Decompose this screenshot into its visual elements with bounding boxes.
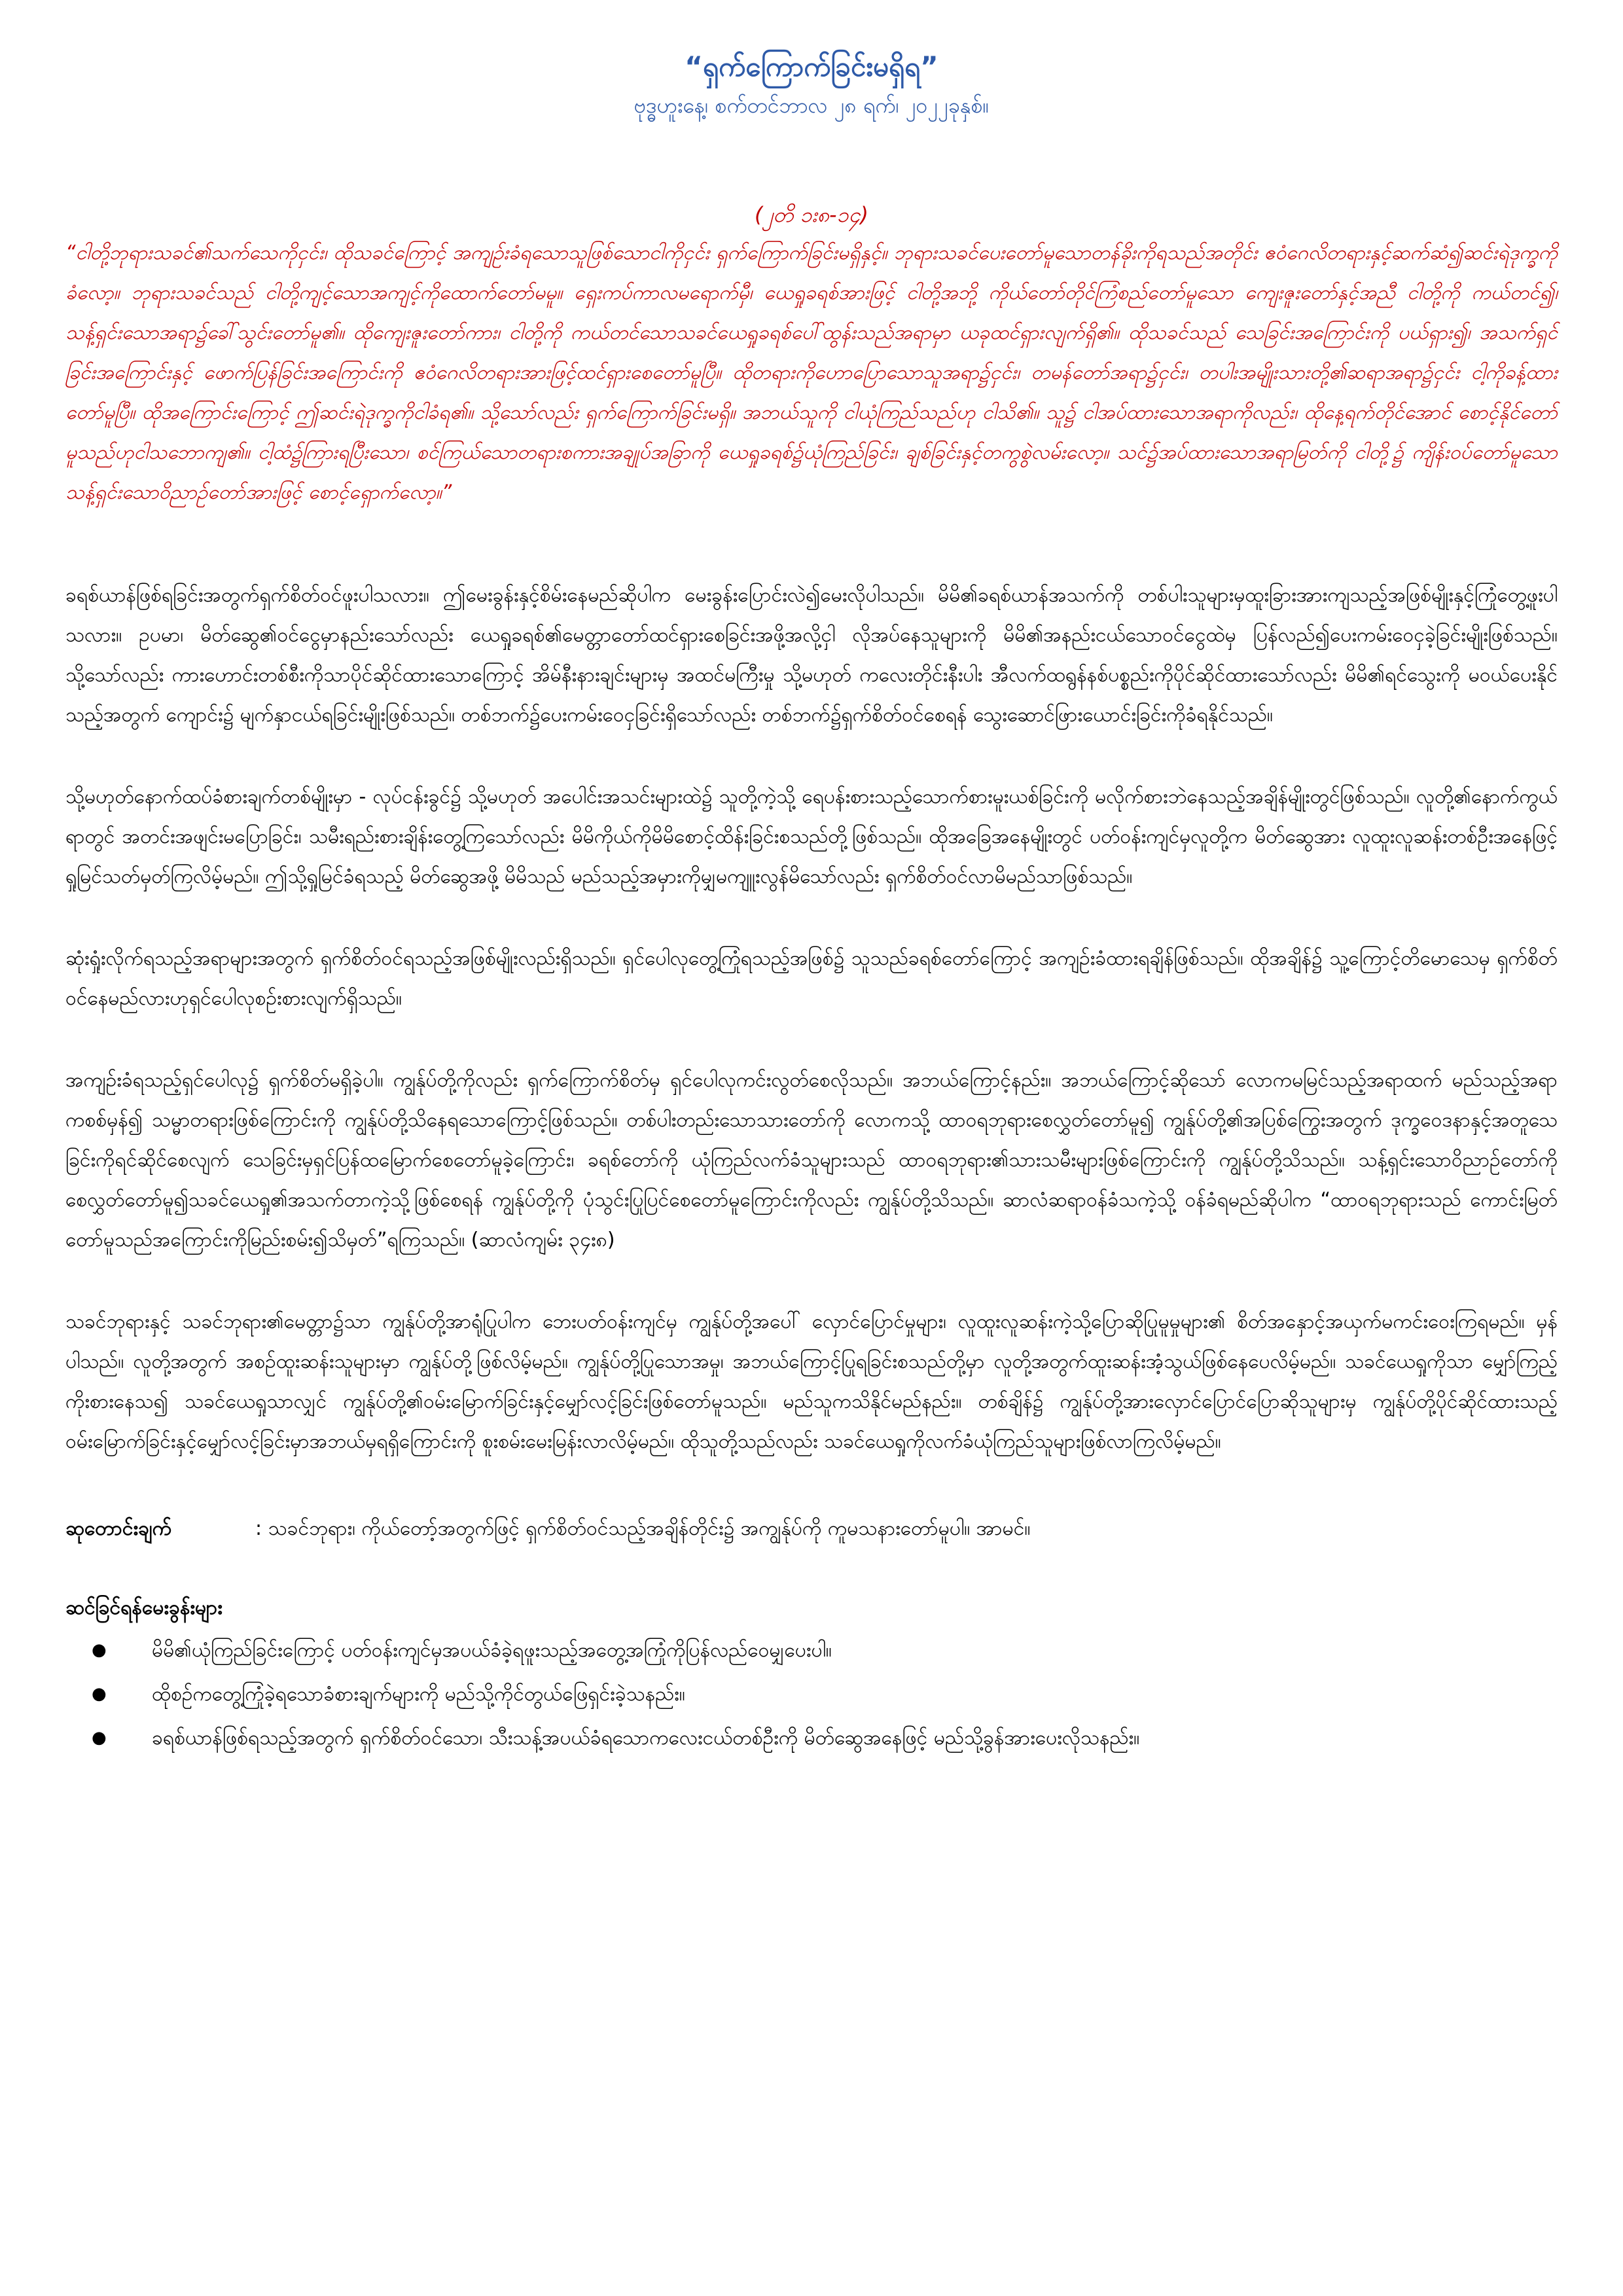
scripture-quote: “ငါတို့ဘုရားသခင်၏သက်သေကိုငှင်း၊ ထိုသခင်ကြောင့် အကျဉ်းခံရသောသူဖြစ်သောငါကိုငှင်း ရှက်ကြောက်ခြင်းမရှိနှင့်။ ဘုရားသခင်ပေးတော်မူသောတန်ခိုးကိုရသည်အတိုင်း ဧဝံဂေလိတရားနှင့်ဆက်ဆံ၍ဆင်းရဲဒုက္ခကိုခံလော့။ ဘုရားသခင်သည် ငါတို့ကျင့်သောအကျင့်ကိုထောက်တော်မမူ။ ရှေးကပ်ကာလမရောက်မှီ၊ ယေရှုခရစ်အားဖြင့် ငါတို့အဘို့ ကိုယ်တော်တိုင်ကြံစည်တော်မူသော ကျေးဇူးတော်နှင့်အညီ ငါတို့ကို ကယ်တင်၍၊ သန့်ရှင်းသောအရာ၌ခေါ်သွင်းတော်မူ၏။ ထိုကျေးဇူးတော်ကား၊ ငါတို့ကို ကယ်တင်သောသခင်ယေရှုခရစ်ပေါ်ထွန်းသည်အရာမှာ ယခုထင်ရှားလျက်ရှိ၏။ ထိုသခင်သည် သေခြင်းအကြောင်းကို ပယ်ရှား၍၊ အသက်ရှင်ခြင်းအကြောင်းနှင့် ဖောက်ပြန်ခြင်းအကြောင်းကို ဧဝံဂေလိတရားအားဖြင့်ထင်ရှားစေတော်မူပြီ။ ထိုတရားကိုဟောပြောသောသူအရာ၌ငှင်း၊ တမန်တော်အရာ၌ငှင်း၊ တပါးအမျိုးသားတို့၏ဆရာအရာ၌ငှင်း ငါ့ကိုခန့်ထားတော်မူပြီ။ ထိုအကြောင်းကြောင့် ဤဆင်းရဲဒုက္ခကိုငါခံရ၏။ သို့သော်လည်း ရှက်ကြောက်ခြင်းမရှိ။ အဘယ်သူကို ငါယုံကြည်သည်ဟု ငါသိ၏။ သူ၌ ငါအပ်ထားသောအရာကိုလည်း၊ ထိုနေ့ရက်တိုင်အောင် စောင့်နိုင်တော်မူသည်ဟုငါသဘောကျ၏။ ငါ့ထံ၌ကြားရပြီးသော၊ စင်ကြယ်သောတရားစကားအချုပ်အခြာကို ယေရှုခရစ်၌ယုံကြည်ခြင်း၊ ချစ်ခြင်းနှင့်တကွစွဲလမ်းလော့။ သင်၌အပ်ထားသောအရာမြတ်ကို ငါတို့၌ ကျိန်းဝပ်တော်မူသော သန့်ရှင်းသောဝိညာဉ်တော်အားဖြင့် စောင့်ရှောက်လော့။” — [65, 242, 1558, 504]
bullet-icon: ● — [92, 1684, 107, 1704]
question-text: ထိုစဉ်ကတွေ့ကြုံခဲ့ရသောခံစားချက်များကို မည်သို့ကိုင်တွယ်ဖြေရှင်းခဲ့သနည်း။ — [152, 1683, 685, 1706]
body-paragraph-2: သို့မဟုတ်နောက်ထပ်ခံစားချက်တစ်မျိုးမှာ - လုပ်ငန်းခွင်၌ သို့မဟုတ် အပေါင်းအသင်းများထဲ၌ သူတို့ကဲ့သို့ ရေပန်းစားသည့်သောက်စားမူးယစ်ခြင်းကို မလိုက်စားဘဲနေသည့်အချိန်မျိုးတွင်ဖြစ်သည်။ လူတို့၏နောက်ကွယ်ရာတွင် အတင်းအဖျင်းမပြောခြင်း၊ သမီးရည်းစားချိန်းတွေ့ကြသော်လည်း မိမိကိုယ်ကိုမိမိစောင့်ထိန်းခြင်းစသည်တို့ဖြစ်သည်။ ထိုအခြေအနေမျိုးတွင် ပတ်ဝန်းကျင်မှလူတို့က မိတ်ဆွေအား လူထူးလူဆန်းတစ်ဦးအနေဖြင့် ရှုမြင်သတ်မှတ်ကြလိမ့်မည်။ ဤသို့ရှုမြင်ခံရသည့် မိတ်ဆွေအဖို့ မိမိသည် မည်သည့်အမှားကိုမျှမကျူးလွန်မိသော်လည်း ရှက်စိတ်ဝင်လာမိမည်သာဖြစ်သည်။ — [65, 785, 1558, 888]
questions-heading: ဆင်ခြင်ရန်မေးခွန်းများ — [65, 1596, 223, 1619]
prayer-label: ဆုတောင်းချက် — [65, 1517, 172, 1540]
body-paragraph-3: ဆုံးရှုံးလိုက်ရသည့်အရာများအတွက် ရှက်စိတ်ဝင်ရသည့်အဖြစ်မျိုးလည်းရှိသည်။ ရှင်ပေါလုတွေ့ကြုံရသည့်အဖြစ်၌ သူသည်ခရစ်တော်ကြောင့် အကျဉ်းခံထားရချိန်ဖြစ်သည်။ ထိုအချိန်၌ သူ့ကြောင့်တိမောသေမှ ရှက်စိတ်ဝင်နေမည်လားဟုရှင်ပေါလုစဉ်းစားလျက်ရှိသည်။ — [65, 947, 1558, 1010]
bullet-icon: ● — [92, 1728, 107, 1748]
question-text: ခရစ်ယာန်ဖြစ်ရသည့်အတွက် ရှက်စိတ်ဝင်သော၊ သီးသန့်အပယ်ခံရသောကလေးငယ်တစ်ဦးကို မိတ်ဆွေအနေဖြင့် မည်သို့ခွန်အားပေးလိုသနည်း။ — [152, 1727, 1140, 1749]
prayer-section — [65, 1509, 1558, 1549]
body-paragraph-5: သခင်ဘုရားနှင့် သခင်ဘုရား၏မေတ္တာ၌သာ ကျွန်ုပ်တို့အာရုံပြုပါက ဘေးပတ်ဝန်းကျင်မှ ကျွန်ုပ်တို့အပေါ် လှောင်ပြောင်မှုများ၊ လူထူးလူဆန်းကဲ့သို့ပြောဆိုပြုမူမှုများ၏ စိတ်အနှောင့်အယှက်မကင်းဝေးကြရမည်။ မှန်ပါသည်။ လူတို့အတွက် အစဉ်ထူးဆန်းသူများမှာ ကျွန်ုပ်တို့ဖြစ်လိမ့်မည်။ ကျွန်ုပ်တို့ပြုသောအမှု၊ အဘယ်ကြောင့်ပြုရခြင်းစသည်တို့မှာ လူတို့အတွက်ထူးဆန်းအံ့သွယ်ဖြစ်နေပေလိမ့်မည်။ သခင်ယေရှုကိုသာ မျှော်ကြည့်ကိုးစားနေသ၍ သခင်ယေရှုသာလျှင် ကျွန်ုပ်တို့၏ဝမ်းမြောက်ခြင်းနှင့်မျှော်လင့်ခြင်းဖြစ်တော်မူသည်။ မည်သူကသိနိုင်မည်နည်း။ တစ်ချိန်၌ ကျွန်ုပ်တို့အားလှောင်ပြောင်ပြောဆိုသူများမှ ကျွန်ုပ်တို့ပိုင်ဆိုင်ထားသည့် ဝမ်းမြောက်ခြင်းနှင့်မျှော်လင့်ခြင်းမှာအဘယ်မှရရှိကြောင်းကို စူးစမ်းမေးမြန်းလာလိမ့်မည်။ ထိုသူတို့သည်လည်း သခင်ယေရှုကိုလက်ခံယုံကြည်သူများဖြစ်လာကြလိမ့်မည်။ — [65, 1310, 1558, 1453]
list-item — [92, 1718, 1558, 1758]
body-paragraph-1: ခရစ်ယာန်ဖြစ်ရခြင်းအတွက်ရှက်စိတ်ဝင်ဖူးပါသလား။ ဤမေးခွန်းနှင့်စိမ်းနေမည်ဆိုပါက မေးခွန်းပြောင်းလဲ၍မေးလိုပါသည်။ မိမိ၏ခရစ်ယာန်အသက်ကို တစ်ပါးသူများမှထူးခြားအားကျသည့်အဖြစ်မျိုးနှင့်ကြုံတွေ့ဖူးပါသလား။ ဥပမာ၊ မိတ်ဆွေ၏ဝင်ငွေမှာနည်းသော်လည်း ယေရှုခရစ်၏မေတ္တာတော်ထင်ရှားစေခြင်းအဖို့အလို့ငှါ လိုအပ်နေသူများကို မိမိ၏အနည်းငယ်သောဝင်ငွေထဲမှ ပြန်လည်၍ပေးကမ်းဝေငှခဲ့ခြင်းမျိုးဖြစ်သည်။ သို့သော်လည်း ကားဟောင်းတစ်စီးကိုသာပိုင်ဆိုင်ထားသောကြောင့် အိမ်နီးနားချင်းများမှ အထင်မကြီးမှု သို့မဟုတ် ကလေးတိုင်းနီးပါး အီလက်ထရွန်နစ်ပစ္စည်းကိုပိုင်ဆိုင်ထားသော်လည်း မိမိ၏ရင်သွေးကို မဝယ်ပေးနိုင်သည့်အတွက် ကျောင်း၌ မျက်နှာငယ်ရခြင်းမျိုးဖြစ်သည်။ တစ်ဘက်၌ပေးကမ်းဝေငှခြင်းရှိသော်လည်း တစ်ဘက်၌ရှက်စိတ်ဝင်စေရန် သွေးဆောင်ဖြားယောင်းခြင်းကိုခံရနိုင်သည်။ — [65, 584, 1558, 726]
list-item — [92, 1630, 1558, 1670]
prayer-text: : သခင်ဘုရား၊ ကိုယ်တော့်အတွက်ဖြင့် ရှက်စိတ်ဝင်သည့်အချိန်တိုင်း၌ အကျွန်ုပ်ကို ကူမသနားတော်မူပါ။ အာမင်။ — [255, 1517, 1031, 1540]
bullet-icon: ● — [92, 1640, 107, 1660]
questions-list — [65, 1630, 1558, 1758]
header — [65, 46, 1558, 123]
page-title: “ရှက်ကြောက်ခြင်းမရှိရ” — [685, 50, 938, 82]
list-item — [92, 1674, 1558, 1714]
scripture-reference: (၂တိ ၁း၈-၁၄) — [755, 202, 868, 227]
question-text: မိမိ၏ယုံကြည်ခြင်းကြောင့် ပတ်ဝန်းကျင်မှအပယ်ခံခဲ့ရဖူးသည့်အတွေ့အကြုံကိုပြန်လည်ဝေမျှပေးပါ။ — [152, 1639, 832, 1662]
body-paragraph-4: အကျဉ်းခံရသည့်ရှင်ပေါလု၌ ရှက်စိတ်မရှိခဲ့ပါ။ ကျွန်ုပ်တို့ကိုလည်း ရှက်ကြောက်စိတ်မှ ရှင်ပေါလုကင်းလွတ်စေလိုသည်။ အဘယ်ကြောင့်နည်း။ အဘယ်ကြောင့်ဆိုသော် လောကမမြင်သည့်အရာထက် မည်သည့်အရာကစစ်မှန်၍ သမ္မာတရားဖြစ်ကြောင်းကို ကျွန်ုပ်တို့သိနေရသောကြောင့်ဖြစ်သည်။ တစ်ပါးတည်းသောသားတော်ကို လောကသို့ ထာဝရဘုရားစေလွှတ်တော်မူ၍ ကျွန်ုပ်တို့၏အပြစ်ကြွေးအတွက် ဒုက္ခဝေဒနာနှင့်အတူသေခြင်းကိုရင်ဆိုင်စေလျက် သေခြင်းမှရှင်ပြန်ထမြောက်စေတော်မူခဲ့ကြောင်း၊ ခရစ်တော်ကို ယုံကြည်လက်ခံသူများသည် ထာဝရဘုရား၏သားသမီးများဖြစ်ကြောင်းကို ကျွန်ုပ်တို့သိသည်။ သန့်ရှင်းသောဝိညာဉ်တော်ကို စေလွှတ်တော်မူ၍သခင်ယေရှု၏အသက်တာကဲ့သို့ဖြစ်စေရန် ကျွန်ုပ်တို့ကို ပုံသွင်းပြုပြင်စေတော်မူကြောင်းကိုလည်း ကျွန်ုပ်တို့သိသည်။ ဆာလံဆရာဝန်ခံသကဲ့သို့ ဝန်ခံရမည်ဆိုပါက “ထာဝရဘုရားသည် ကောင်းမြတ်တော်မူသည်အကြောင်းကိုမြည်းစမ်း၍သိမှတ်”ရကြသည်။ (ဆာလံကျမ်း ၃၄း၈) — [65, 1069, 1558, 1251]
date-line: ဗုဒ္ဓဟူးနေ့၊ စက်တင်ဘာလ ၂၈ ရက်၊ ၂၀၂၂ခုနှစ်။ — [633, 93, 990, 118]
